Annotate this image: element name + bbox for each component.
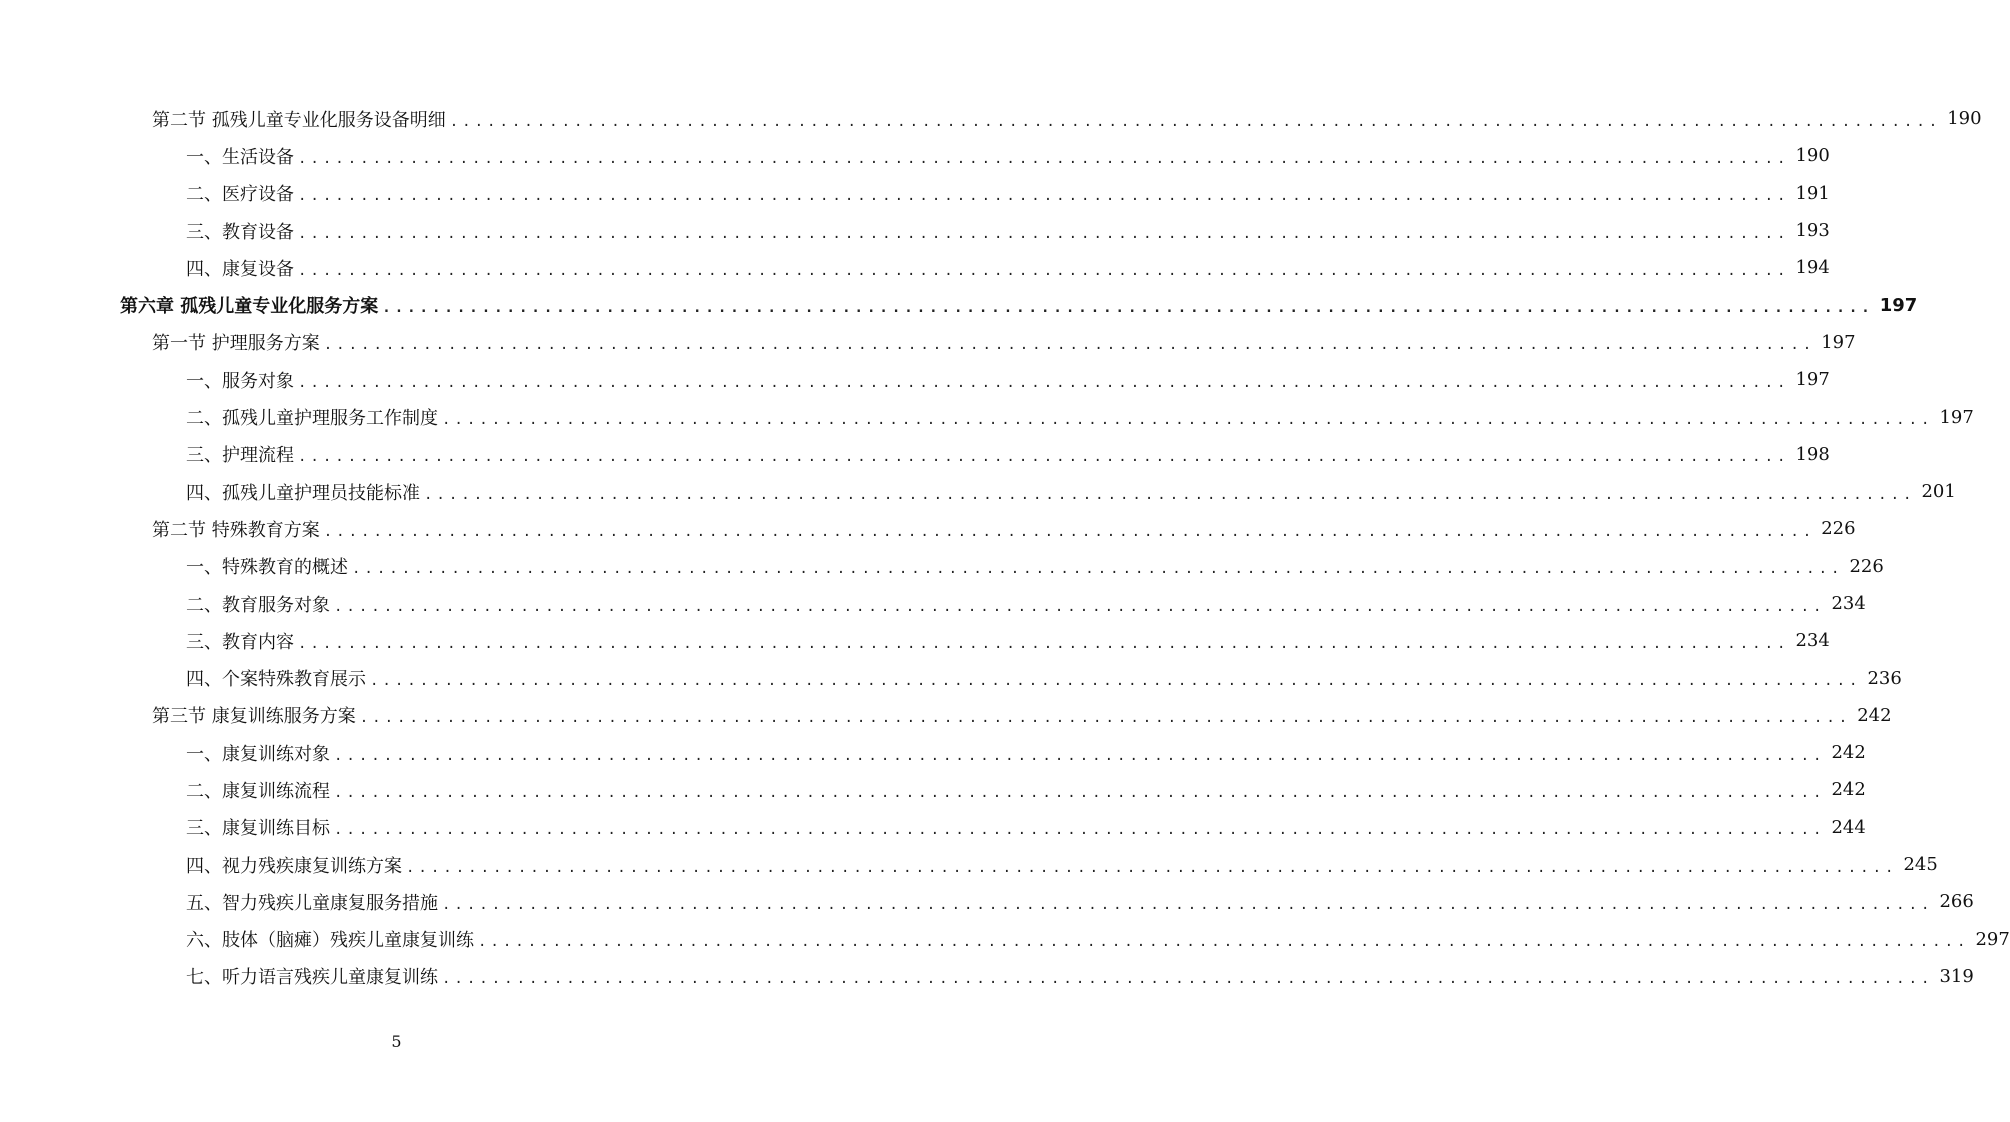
toc-entry-page: 234 [1831,593,1866,614]
toc-dot-leader: ........................................................................................................................ [298,374,1790,391]
toc-entry-title: 三、护理流程 [186,445,294,467]
toc-entry-title: 一、生活设备 [186,146,294,168]
toc-dot-leader: ........................................................................................................................ [334,822,1826,839]
toc-dot-leader: ........................................................................................................................ [323,523,1816,540]
toc-entry-title: 二、教育服务对象 [186,594,330,616]
toc-section-entry[interactable] [0,100,1982,137]
toc-entry-page: 266 [1939,891,1974,913]
toc-subsection-entry[interactable] [0,734,1866,771]
toc-entry-title: 五、智力残疾儿童康复服务措施 [186,892,438,914]
toc-entry-page: 197 [1879,294,1918,316]
toc-entry-title: 一、特殊教育的概述 [186,557,348,579]
toc-dot-leader: ........................................................................................................................ [298,150,1790,167]
toc-entry-page: 226 [1849,555,1884,577]
toc-subsection-entry[interactable] [0,175,1830,212]
toc-dot-leader: ........................................................................................................................ [298,188,1790,205]
toc-entry-title: 三、教育设备 [186,221,294,243]
toc-entry-page: 242 [1831,742,1866,764]
toc-subsection-entry[interactable] [0,809,1866,846]
toc-entry-title: 一、服务对象 [186,370,294,392]
table-of-contents [0,100,2010,995]
toc-entry-title: 一、康复训练对象 [186,743,330,765]
toc-subsection-entry[interactable] [0,771,1866,808]
toc-entry-title: 四、个案特殊教育展示 [186,669,366,691]
toc-entry-title: 第一节 护理服务方案 [152,333,320,355]
toc-dot-leader: ........................................................................................................................ [359,710,1852,727]
toc-subsection-entry[interactable] [0,473,1956,510]
toc-dot-leader: ........................................................................................................................ [298,262,1790,279]
toc-chapter-entry[interactable] [0,286,1918,323]
toc-entry-page: 197 [1939,406,1974,428]
toc-subsection-entry[interactable] [0,958,1974,995]
toc-entry-title: 六、肢体（脑瘫）残疾儿童康复训练 [186,930,474,952]
toc-dot-leader: ........................................................................................................................ [323,337,1816,354]
toc-entry-title: 第三节 康复训练服务方案 [152,706,356,728]
toc-entry-page: 201 [1921,481,1956,503]
toc-entry-page: 190 [1795,145,1830,167]
toc-entry-page: 198 [1795,443,1830,465]
toc-dot-leader: ........................................................................................................................ [442,971,1934,988]
toc-subsection-entry[interactable] [0,622,1830,659]
toc-subsection-entry[interactable] [0,361,1830,398]
toc-subsection-entry[interactable] [0,249,1830,286]
toc-subsection-entry[interactable] [0,921,2010,958]
toc-entry-title: 第二节 特殊教育方案 [152,519,320,541]
toc-dot-leader: ........................................................................................................................ [382,300,1874,317]
toc-section-entry[interactable] [0,697,1892,734]
toc-dot-leader: ........................................................................................................................ [298,635,1790,652]
toc-entry-page: 197 [1821,331,1856,353]
toc-dot-leader: ........................................................................................................................ [442,412,1934,429]
toc-entry-page: 236 [1867,667,1902,689]
toc-dot-leader: ........................................................................................................................ [406,859,1898,876]
toc-entry-page: 245 [1903,854,1938,876]
toc-dot-leader: ........................................................................................................................ [298,449,1790,466]
toc-subsection-entry[interactable] [0,212,1830,249]
toc-entry-page: 193 [1795,220,1830,242]
toc-entry-page: 297 [1975,928,2010,950]
toc-subsection-entry[interactable] [0,436,1830,473]
toc-section-entry[interactable] [0,324,1856,361]
toc-entry-page: 242 [1831,779,1866,801]
toc-dot-leader: ........................................................................................................................ [352,561,1844,578]
toc-dot-leader: ........................................................................................................................ [298,225,1790,242]
toc-subsection-entry[interactable] [0,398,1974,435]
toc-entry-page: 197 [1795,369,1830,391]
toc-dot-leader: ........................................................................................................................ [370,673,1862,690]
toc-entry-title: 二、医疗设备 [186,184,294,206]
toc-subsection-entry[interactable] [0,137,1830,174]
toc-entry-page: 226 [1821,518,1856,540]
toc-dot-leader: ........................................................................................................................ [449,113,1942,130]
toc-dot-leader: ........................................................................................................................ [478,934,1970,951]
toc-subsection-entry[interactable] [0,846,1938,883]
toc-entry-page: 194 [1795,257,1830,279]
toc-entry-page: 242 [1857,704,1892,726]
toc-entry-title: 四、康复设备 [186,258,294,280]
toc-entry-title: 二、康复训练流程 [186,780,330,802]
toc-entry-page: 190 [1947,108,1982,130]
toc-entry-title: 二、孤残儿童护理服务工作制度 [186,408,438,430]
toc-dot-leader: ........................................................................................................................ [334,784,1826,801]
toc-subsection-entry[interactable] [0,659,1902,696]
toc-entry-title: 三、康复训练目标 [186,818,330,840]
toc-entry-page: 234 [1795,630,1830,652]
toc-section-entry[interactable] [0,510,1856,547]
toc-subsection-entry[interactable] [0,585,1866,622]
toc-entry-page: 244 [1831,816,1866,838]
toc-entry-title: 三、教育内容 [186,631,294,653]
toc-entry-title: 四、孤残儿童护理员技能标准 [186,482,420,504]
toc-dot-leader: ........................................................................................................................ [334,747,1826,764]
toc-dot-leader: ........................................................................................................................ [442,896,1934,913]
toc-entry-title: 四、视力残疾康复训练方案 [186,855,402,877]
toc-entry-page: 319 [1939,965,1974,987]
page-number: 5 [391,1032,402,1051]
toc-entry-page: 191 [1795,182,1830,204]
toc-dot-leader: ........................................................................................................................ [424,486,1916,503]
toc-entry-title: 七、听力语言残疾儿童康复训练 [186,967,438,989]
toc-entry-title: 第二节 孤残儿童专业化服务设备明细 [152,109,446,131]
toc-dot-leader: ........................................................................................................................ [334,598,1826,615]
toc-entry-title: 第六章 孤残儿童专业化服务方案 [120,296,379,318]
toc-subsection-entry[interactable] [0,883,1974,920]
toc-subsection-entry[interactable] [0,548,1884,585]
